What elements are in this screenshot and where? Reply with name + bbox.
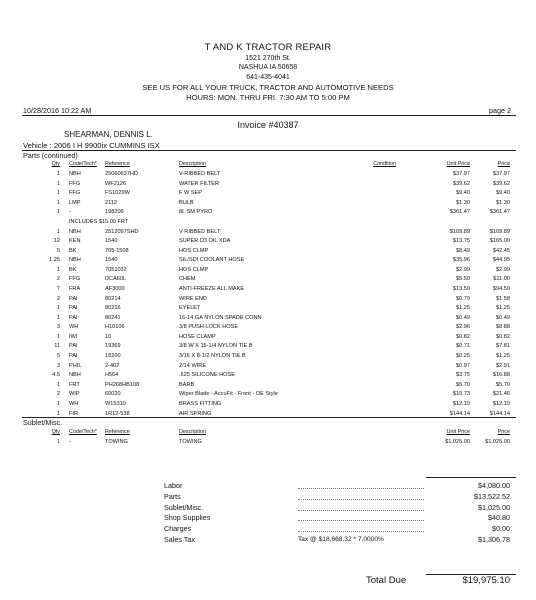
row-code: PAI (69, 314, 78, 321)
row-description: 3/16 X 8-1/2 NYLON TIE B (179, 353, 246, 359)
col-code: Code/Tech* (69, 161, 97, 167)
row-description: HOS CLMP (179, 247, 209, 254)
row-qty: 1 (56, 400, 60, 407)
row-qty: 3 (56, 324, 60, 331)
row-qty: 1 (56, 305, 60, 312)
row-description: BRASS FITTING (179, 400, 222, 407)
row-price: $0.82 (496, 333, 510, 340)
company-address-line1: 1521 270th St. (245, 55, 291, 62)
row-qty: 7 (56, 286, 60, 292)
row-description: SUPER D3 OIL XDA (179, 238, 231, 245)
row-price: $1,025.00 (485, 439, 510, 445)
col-unit-price: Unit Price (446, 429, 470, 435)
summary-label: Sales Tax (164, 535, 196, 544)
parts-section-title: Parts (continued) (23, 151, 78, 160)
table-row (0, 228, 536, 237)
row-reference: 1540 (105, 238, 118, 245)
dotted-leader (298, 512, 424, 521)
row-description: HOSE CLAMP (179, 333, 216, 340)
row-price: $2.91 (496, 362, 510, 369)
sublet-divider (22, 417, 516, 418)
row-unit-price: $0.25 (456, 353, 470, 359)
summary-label: Parts (164, 491, 181, 501)
row-price: $1.30 (496, 199, 510, 206)
print-datetime: 10/28/2016 10:22 AM (23, 106, 92, 115)
table-row (0, 256, 536, 265)
row-unit-price: $12.10 (452, 400, 470, 407)
row-reference: 705-1508 (105, 247, 129, 254)
table-row (0, 438, 536, 447)
row-description: EYELET (179, 305, 201, 312)
table-row (0, 390, 536, 399)
row-code: NBH (69, 257, 81, 264)
row-unit-price: $13.75 (452, 238, 470, 245)
table-row (0, 208, 536, 217)
row-qty: 1 (56, 314, 60, 321)
summary-row (0, 523, 536, 534)
row-qty: 12 (53, 238, 60, 245)
business-hours: HOURS: MON. THRU FRI. 7:30 AM TO 5:00 PM (186, 93, 350, 102)
row-description: 3/8 PUSH LOCK HOSE (179, 324, 239, 331)
row-unit-price: $0.82 (456, 333, 470, 340)
row-description: 2/14 WIRE (179, 362, 207, 369)
row-description: F W SEP (179, 190, 202, 197)
table-row (0, 295, 536, 304)
row-code: KEN (69, 238, 81, 245)
summary-label: Charges (164, 524, 192, 534)
row-description: .625 SILICONE HOSE (179, 372, 235, 379)
row-qty: 1 (56, 333, 60, 340)
table-row (0, 266, 536, 275)
row-qty: 1 (56, 410, 60, 417)
row-description: 3/8 W X 15-1/4 NYLON TIE B (179, 343, 253, 350)
col-description: Description (179, 161, 206, 167)
tax-calculation-note: Tax @ $18,668.32 * 7.0000% (298, 536, 384, 543)
row-qty: 1 (56, 209, 60, 216)
row-code: WIP (69, 391, 80, 398)
row-code: LMP (69, 199, 81, 206)
row-description: WATER FILTER (179, 180, 219, 187)
row-reference: 80214 (105, 295, 121, 302)
row-price: $39.62 (492, 180, 510, 187)
summary-divider (426, 477, 516, 478)
row-description: BULB (179, 199, 194, 206)
row-reference: H10106 (105, 324, 125, 331)
row-code: PAI (69, 343, 78, 350)
row-unit-price: $2.96 (456, 324, 470, 331)
row-unit-price: $9.40 (456, 190, 470, 197)
row-code: - (69, 439, 71, 445)
row-reference: DCA60L (105, 276, 127, 283)
row-qty: 5 (56, 353, 60, 359)
dotted-leader (298, 523, 424, 532)
row-qty: 5 (56, 247, 60, 254)
row-unit-price: $109.89 (449, 228, 470, 235)
row-description: WIRE END (179, 295, 207, 302)
dotted-leader (298, 491, 424, 500)
row-description: CHEM (179, 276, 196, 283)
row-description: TOWING (179, 439, 202, 445)
row-reference: 198206 (105, 209, 124, 216)
row-code: FFG (69, 180, 81, 187)
row-reference: 2512097SHD (105, 228, 139, 235)
row-qty: 11 (54, 343, 60, 350)
row-description: 16-14 GA NYLON SPADE CONN (179, 314, 262, 321)
table-row (0, 180, 536, 189)
summary-amount: $13,522.52 (474, 491, 510, 501)
row-unit-price: $10.73 (452, 391, 470, 398)
summary-label: Shop Supplies (164, 513, 211, 523)
total-due-label: Total Due (366, 575, 407, 586)
row-unit-price: $361.47 (449, 209, 470, 216)
row-price: $144.14 (489, 410, 510, 417)
row-reference: 1540 (105, 257, 118, 264)
row-unit-price: $37.97 (452, 171, 470, 177)
row-reference: 7051032 (105, 266, 127, 273)
summary-amount: $40.80 (488, 513, 510, 523)
row-reference: WF2126 (105, 180, 127, 187)
row-price: $109.89 (489, 228, 510, 235)
row-reference: 80241 (105, 314, 121, 321)
row-unit-price: $1.30 (456, 199, 470, 206)
summary-row (0, 512, 536, 523)
table-row (0, 352, 536, 361)
row-price: $42.45 (492, 247, 510, 254)
row-reference: 10 (105, 333, 112, 340)
row-unit-price: $5.70 (456, 381, 470, 388)
row-unit-price: $144.14 (449, 410, 470, 417)
row-price: $1.25 (496, 353, 510, 359)
row-price: $37.97 (492, 171, 510, 177)
row-unit-price: $1.25 (456, 305, 470, 312)
table-row (0, 237, 536, 246)
company-name: T AND K TRACTOR REPAIR (204, 42, 332, 53)
row-price: $11.00 (493, 276, 510, 283)
summary-label: Labor (164, 481, 183, 490)
row-code: PAI (69, 295, 78, 302)
row-unit-price: $0.97 (456, 362, 470, 369)
summary-label: Sublet/Misc. (164, 502, 204, 512)
table-row (0, 400, 536, 409)
row-qty: 1.25 (49, 257, 60, 264)
row-price: $8.88 (496, 324, 510, 331)
row-code: NBH (69, 171, 81, 177)
row-qty: 4.5 (52, 372, 60, 379)
row-code: IWI (69, 333, 78, 340)
col-reference: Reference (105, 161, 130, 167)
table-row (0, 362, 536, 371)
row-code: NBH (69, 228, 81, 235)
col-qty: Qty (51, 161, 60, 167)
row-reference: 60020 (105, 391, 121, 398)
table-row (0, 285, 536, 294)
row-reference: 80216 (105, 305, 121, 312)
table-row (0, 189, 536, 198)
row-code: WH (69, 324, 79, 331)
page-number: page 2 (489, 106, 511, 115)
row-price: $16.88 (492, 372, 510, 379)
row-reference: AF3000 (105, 286, 125, 292)
row-description: V-RIBBED BELT (179, 171, 221, 177)
sublet-section-title: Sublet/Misc. (23, 418, 63, 427)
row-code: PAI (69, 305, 78, 312)
row-reference: 1R12-538 (105, 410, 130, 417)
header-divider (22, 115, 516, 116)
summary-row (0, 502, 536, 513)
table-row (0, 314, 536, 323)
row-code: FRA (69, 286, 81, 292)
row-qty: 1 (56, 381, 60, 388)
table-row (0, 304, 536, 313)
row-unit-price: $8.49 (456, 247, 470, 254)
summary-row (0, 491, 536, 502)
col-description: Description (179, 429, 206, 435)
table-row (0, 323, 536, 332)
row-reference: 25060637HD (105, 171, 138, 177)
row-code: PAI (69, 353, 78, 359)
col-unit-price: Unit Price (446, 161, 470, 167)
parts-column-headers (0, 160, 536, 169)
row-code: FFG (69, 276, 81, 283)
summary-amount: $1,025.00 (478, 502, 510, 512)
company-phone: 641-435-4041 (246, 74, 290, 81)
customer-name: SHEARMAN, DENNIS L. (64, 130, 153, 139)
row-note: INCLUDES $15.00 FRT (69, 218, 129, 225)
table-row (0, 199, 536, 208)
row-code: FIR (69, 410, 79, 417)
row-unit-price: $1,025.00 (445, 439, 470, 445)
row-reference: H564 (105, 372, 119, 379)
dotted-leader (298, 480, 424, 489)
invoice-title: Invoice #40387 (237, 120, 299, 130)
table-row (0, 381, 536, 390)
row-price: $44.95 (492, 257, 510, 264)
table-row (0, 170, 536, 179)
row-unit-price: $2.99 (456, 266, 470, 273)
row-qty: 1 (56, 171, 60, 177)
row-reference: 19369 (105, 343, 121, 350)
row-description: ANTI-FREEZE ALL MAKE (179, 286, 245, 292)
row-price: $2.99 (496, 266, 510, 273)
vehicle-divider (22, 150, 516, 151)
row-unit-price: $0.49 (456, 314, 470, 321)
col-condition: Condition (373, 161, 396, 167)
row-qty: 1 (56, 190, 60, 197)
row-price: $1.25 (496, 305, 510, 312)
company-address-line2: NASHUA IA 50658 (238, 64, 298, 71)
row-reference: 2-402 (105, 362, 120, 369)
row-code: NBH (69, 372, 81, 379)
row-description: HOS CLMP (179, 266, 209, 273)
row-code: - (69, 209, 71, 216)
row-reference: PH268HB108 (105, 381, 140, 388)
table-row (0, 247, 536, 256)
summary-row (0, 480, 536, 491)
row-price: $165.00 (489, 238, 510, 245)
row-qty: 1 (56, 266, 60, 273)
row-qty: 2 (56, 276, 60, 283)
table-row (0, 371, 536, 380)
col-reference: Reference (105, 429, 130, 435)
row-qty: 1 (56, 199, 60, 206)
summary-amount: $1,306.78 (478, 535, 510, 544)
row-price: $7.81 (496, 343, 510, 350)
row-qty: 2 (56, 391, 60, 398)
row-unit-price: $39.62 (452, 180, 470, 187)
row-price: $12.10 (492, 400, 510, 407)
row-description: AIR SPRING (179, 410, 212, 417)
row-reference: 2112 (105, 199, 118, 206)
row-code: FFG (69, 190, 81, 197)
total-due-amount: $19,975.10 (462, 575, 510, 586)
row-price: $361.47 (489, 209, 510, 216)
row-qty: 1 (56, 439, 60, 445)
row-unit-price: $5.50 (456, 276, 470, 283)
row-qty: 3 (56, 362, 60, 369)
summary-amount: $4,080.00 (478, 481, 510, 490)
vehicle-info: Vehicle : 2006 I H 9900ix CUMMINS ISX (23, 141, 160, 150)
row-unit-price: $0.79 (456, 295, 470, 302)
row-description: BARB (179, 381, 195, 388)
summary-row (0, 534, 536, 545)
row-qty: 1 (56, 180, 60, 187)
row-unit-price: $13.50 (452, 286, 470, 292)
row-price: $21.46 (492, 391, 510, 398)
col-price: Price (497, 429, 510, 435)
summary-amount: $0.00 (492, 524, 510, 534)
row-unit-price: $0.71 (456, 343, 470, 350)
row-price: $5.70 (496, 381, 510, 388)
total-due-row (0, 574, 536, 588)
row-code: PHIL (69, 362, 82, 369)
col-code: Code/Tech* (69, 429, 97, 435)
col-price: Price (497, 161, 510, 167)
row-description: Wiper Blade - AccuFit - Front - OE Style (179, 391, 278, 398)
row-price: $0.49 (496, 314, 510, 321)
row-unit-price: $35.96 (452, 257, 470, 264)
row-code: WH (69, 400, 79, 407)
row-description: V RIBBED BELT (179, 228, 221, 235)
row-qty: 1 (56, 228, 60, 235)
row-price: $94.50 (492, 286, 510, 292)
dotted-leader (298, 502, 424, 511)
row-reference: 18200 (105, 353, 121, 359)
row-description: SIL/SDI COOLANT HOSE (179, 257, 245, 264)
table-note-row (0, 218, 536, 227)
table-row (0, 333, 536, 342)
row-code: FRT (69, 381, 80, 388)
col-qty: Qty (51, 429, 60, 435)
row-reference: W15310 (105, 400, 126, 407)
company-slogan: SEE US FOR ALL YOUR TRUCK, TRACTOR AND AUTOMOTIVE NEEDS (142, 83, 394, 92)
row-price: $1.58 (496, 295, 510, 302)
row-code: BK (69, 266, 77, 273)
row-description: 8L SM PYRO (179, 209, 213, 216)
row-reference: FS1029W (105, 190, 130, 197)
row-unit-price: $3.75 (456, 372, 470, 379)
row-code: BK (69, 247, 77, 254)
sublet-column-headers (0, 428, 536, 437)
row-reference: TOWING (105, 439, 128, 445)
table-row (0, 342, 536, 351)
row-qty: 2 (56, 295, 60, 302)
table-row (0, 275, 536, 284)
row-price: $9.40 (496, 190, 510, 197)
